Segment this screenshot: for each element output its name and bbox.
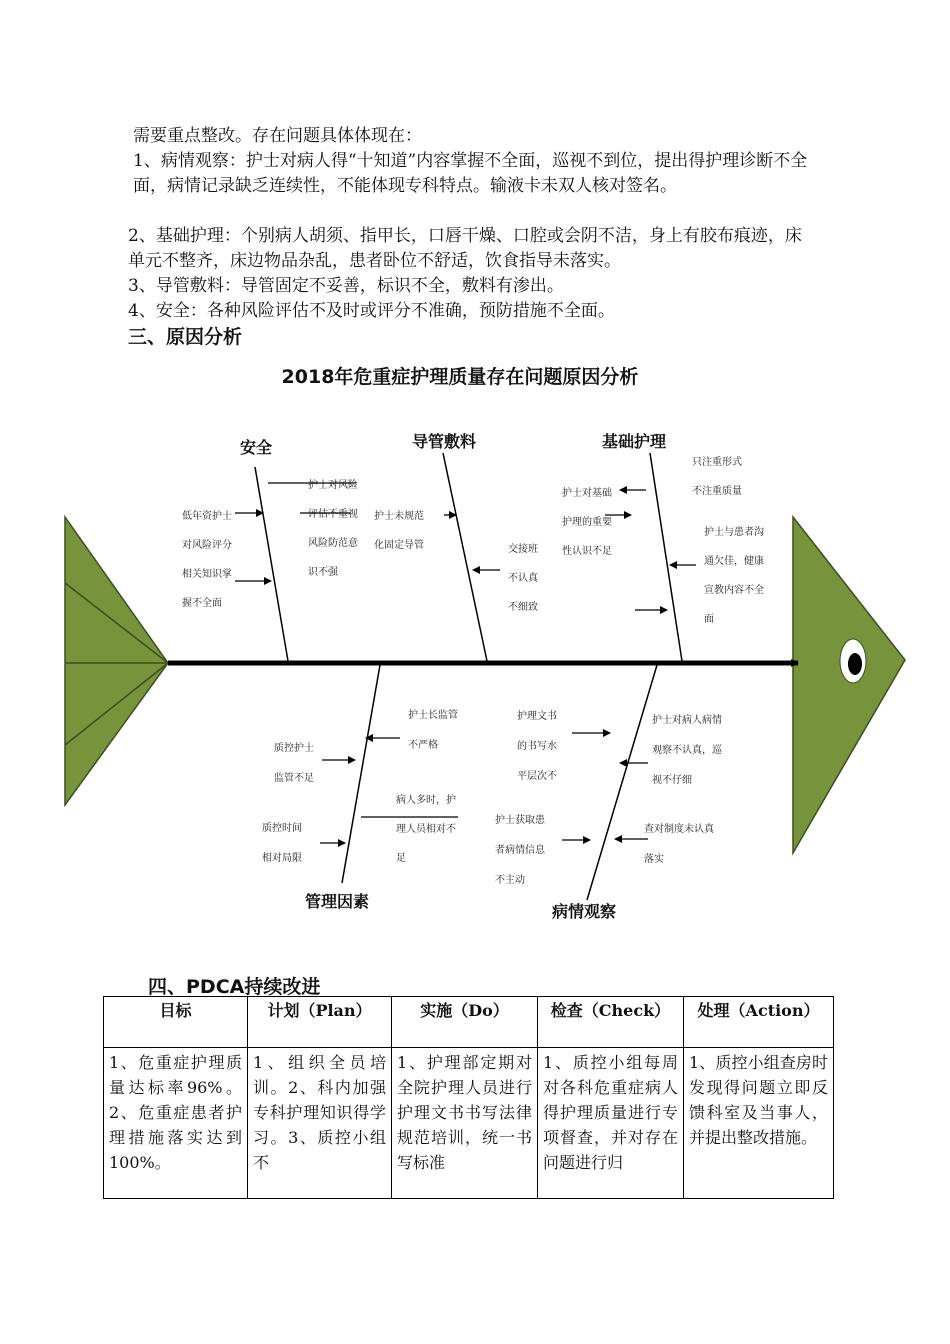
cause-catheter-fixation: 护士未规范 化固定导管 — [374, 511, 424, 551]
cell-goal: 1、危重症护理质量达标率96%。2、危重症患者护理措施落实达到100%。 — [104, 1048, 248, 1199]
category-management: 管理因素 — [305, 892, 370, 911]
cause-mgmt-staffing: 病人多时，护 理人员相对不 足 — [396, 795, 456, 864]
cause-basic-formality: 只注重形式 不注重质量 — [692, 457, 742, 497]
cause-catheter-handover: 交接班 不认真 不细致 — [508, 544, 538, 613]
cause-basic-communication: 护士与患者沟 通欠佳，健康 宣教内容不全 面 — [704, 527, 764, 625]
cause-obs-patrol: 护士对病人病情 观察不认真，巡 视不仔细 — [652, 715, 722, 786]
cause-obs-info-gathering: 护士获取患 者病情信息 不主动 — [495, 815, 545, 886]
section-3-heading: 三、原因分析 — [128, 326, 243, 348]
cause-safety-awareness: 护士对风险 评估不重视 风险防范意 识不强 — [308, 480, 358, 578]
cause-mgmt-qc-time: 质控时间 相对局限 — [262, 823, 302, 864]
bone-basic-care — [650, 453, 682, 661]
cause-safety-knowledge: 低年资护士 对风险评分 相关知识掌 握不全面 — [182, 511, 232, 609]
paragraph-intro: 需要重点整改。存在问题具体体现在： — [133, 126, 422, 146]
paragraph-observation-issue: 1、病情观察：护士对病人得“十知道”内容掌握不全面，巡视不到位，提出得护理诊断不全面，病情记录缺乏连续性，不能体现专科特点。输液卡未双人核对签名。 — [133, 151, 808, 196]
cause-mgmt-head-nurse: 护士长监管 不严格 — [408, 710, 458, 751]
pdca-table — [103, 996, 834, 1199]
cell-plan: 1、组织全员培训。2、科内加强专科护理知识得学习。3、质控小组不 — [248, 1048, 392, 1199]
bone-catheter — [443, 453, 487, 661]
header-plan: 计划（Plan） — [248, 997, 392, 1048]
header-action: 处理（Action） — [684, 997, 834, 1048]
cause-obs-documentation: 护理文书 的书写水 平层次不 — [517, 711, 557, 782]
paragraph-safety-issue: 4、安全：各种风险评估不及时或评分不准确，预防措施不全面。 — [128, 301, 615, 321]
section-4-heading: 四、PDCA持续改进 — [148, 976, 321, 998]
fish-head — [793, 517, 905, 853]
fishbone-diagram — [60, 355, 910, 935]
cause-mgmt-qc-nurse: 质控护士 监管不足 — [274, 743, 314, 784]
paragraph-catheter-issue: 3、导管敷料：导管固定不妥善，标识不全，敷料有渗出。 — [128, 276, 564, 296]
table-header-row — [104, 997, 834, 1048]
cell-action: 1、质控小组查房时发现得问题立即反馈科室及当事人，并提出整改措施。 — [684, 1048, 834, 1199]
header-check: 检查（Check） — [538, 997, 684, 1048]
cell-do: 1、护理部定期对全院护理人员进行护理文书书写法律规范培训，统一书写标准 — [392, 1048, 538, 1199]
category-catheter: 导管敷料 — [412, 432, 477, 451]
category-basic-care: 基础护理 — [602, 432, 667, 451]
fish-tail — [65, 517, 168, 805]
paragraph-basic-care-issue: 2、基础护理：个别病人胡须、指甲长，口唇干燥、口腔或会阴不洁，身上有胶布痕迹，床单元不整齐，床边物品杂乱，患者卧位不舒适，饮食指导未落实。 — [128, 226, 802, 271]
category-safety: 安全 — [240, 438, 273, 457]
cause-obs-verification: 查对制度未认真 落实 — [644, 824, 714, 865]
header-do: 实施（Do） — [392, 997, 538, 1048]
category-observation: 病情观察 — [552, 902, 617, 921]
cause-basic-importance: 护士对基础 护理的重要 性认识不足 — [562, 488, 612, 557]
header-goal: 目标 — [104, 997, 248, 1048]
cell-check: 1、质控小组每周对各科危重症病人得护理质量进行专项督查，并对存在问题进行归 — [538, 1048, 684, 1199]
table-row — [104, 1048, 834, 1199]
bone-safety — [255, 467, 288, 661]
fishbone-title: 2018年危重症护理质量存在问题原因分析 — [281, 366, 639, 388]
bone-management — [342, 665, 380, 883]
